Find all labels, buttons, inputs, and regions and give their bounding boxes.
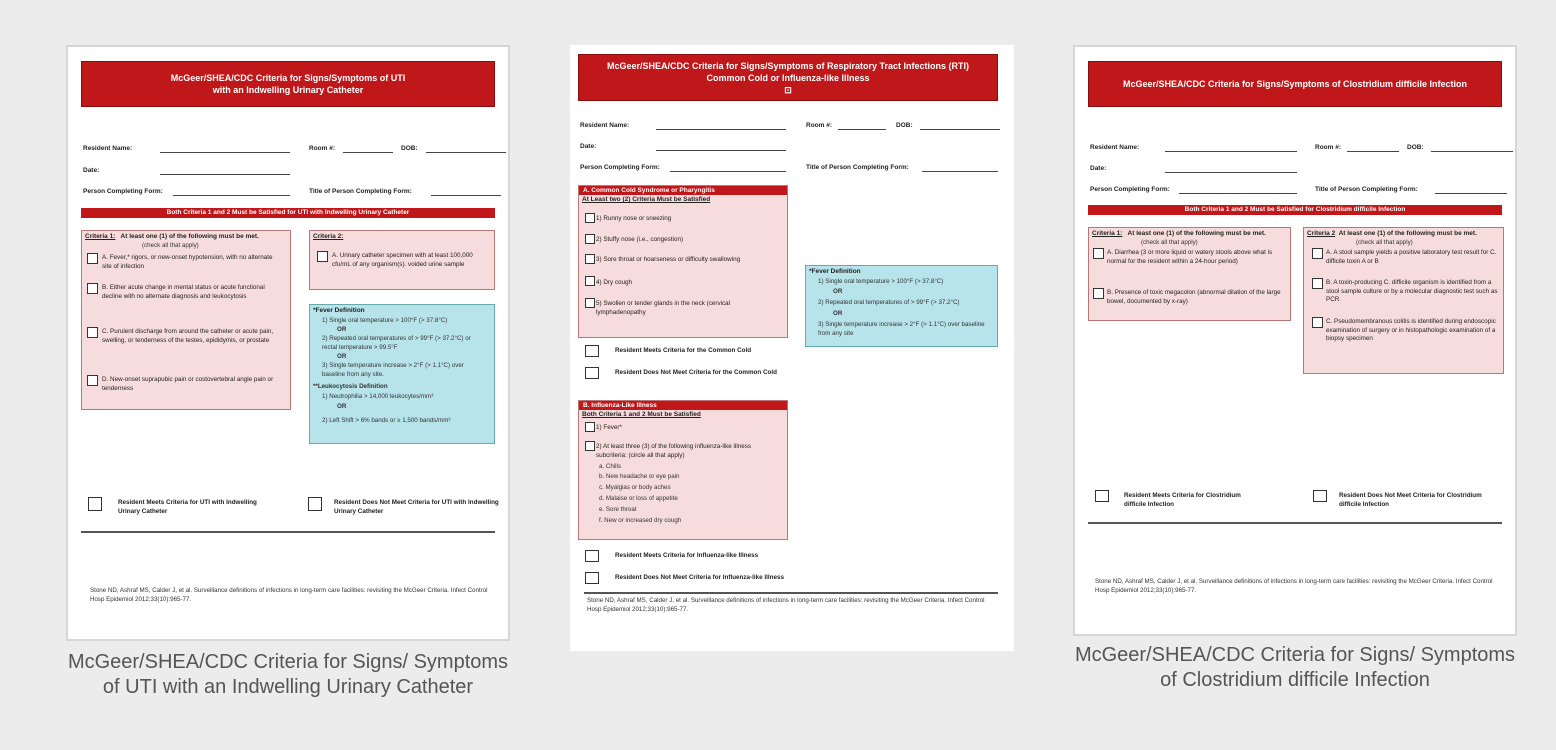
- criteria-2-label: Criteria 2: [1307, 230, 1336, 237]
- person-completing-field[interactable]: [670, 171, 786, 172]
- person-completing-label: Person Completing Form:: [83, 188, 163, 195]
- subcriteria-item: c. Myalgias or body aches: [599, 484, 671, 491]
- fever-definition-title: *Fever Definition: [313, 307, 365, 314]
- form-title-line: Common Cold or Influenza-like Illness: [706, 72, 870, 83]
- checkbox-swollen-glands[interactable]: [585, 298, 595, 308]
- criteria-1-label: Criteria 1:: [1092, 230, 1123, 237]
- subcriteria-item: d. Malaise or loss of appetite: [599, 495, 678, 502]
- date-field[interactable]: [656, 150, 786, 151]
- not-meets-criteria-label: Resident Does Not Meet Criteria for Clostridium difficile Infection: [1339, 492, 1482, 508]
- title-person-field[interactable]: [922, 171, 998, 172]
- criteria-2-label: Criteria 2:: [313, 233, 344, 240]
- room-field[interactable]: [1347, 151, 1399, 152]
- criteria-item: C. Purulent discharge from around the catheter or acute pain, swelling, or tenderness of the testes, epididymis, or prostate: [102, 328, 274, 344]
- cold-meets-label: Resident Meets Criteria for the Common Cold: [615, 347, 752, 354]
- criteria-item: 4) Dry cough: [596, 279, 633, 286]
- fever-definition-title: *Fever Definition: [809, 268, 861, 275]
- criteria-item: A. Diarrhea (3 or more liquid or watery stools above what is normal for the resident within a 24-hour period): [1107, 249, 1273, 265]
- common-cold-sub: At Least two (2) Criteria Must be Satisfied: [582, 196, 711, 203]
- subcriteria-item: a. Chills: [599, 463, 622, 470]
- criteria-banner: Both Criteria 1 and 2 Must be Satisfied for Clostridium difficile Infection: [1088, 205, 1502, 215]
- person-completing-field[interactable]: [1179, 193, 1297, 194]
- resident-name-label: Resident Name:: [580, 122, 630, 129]
- common-cold-box: [578, 185, 788, 338]
- criteria-item: B. Either acute change in mental status or acute functional decline with no alternate diagnosis and leukocytosis: [102, 284, 265, 300]
- form-title-line: with an Indwelling Urinary Catheter: [212, 85, 364, 95]
- form-title-line: ⊡: [784, 84, 792, 95]
- checkbox-a[interactable]: [1093, 248, 1104, 259]
- citation: Stone ND, Ashraf MS, Calder J, et al. Surveillance definitions of infections in long-term care facilities: revisiting the McGeer Criteria. Infect Control Hosp Epidemiol 2012;33(10):965-77.: [90, 587, 488, 603]
- leuko-item: 2) Left Shift > 6% bands or ≥ 1,500 bands/mm³: [322, 417, 451, 424]
- fever-item: 2) Repeated oral temperatures of > 99°F (> 37.2°C): [818, 299, 960, 306]
- fever-item: 3) Single temperature increase > 2°F (> 1.1°C) over baseline from any site: [818, 321, 985, 337]
- resident-name-label: Resident Name:: [83, 145, 133, 152]
- criteria-item: C. Pseudomembranous colitis is identified during endoscopic examination of surgery or in histopathologic examination of a biopsy specimen: [1326, 318, 1496, 342]
- criteria-1-sub: (check all that apply): [1141, 239, 1198, 246]
- resident-name-field[interactable]: [656, 129, 786, 130]
- dob-field[interactable]: [920, 129, 1000, 130]
- divider: [81, 531, 495, 533]
- checkbox-subcriteria[interactable]: [585, 441, 595, 451]
- checkbox-2a[interactable]: [1312, 248, 1323, 259]
- cold-not-meets-label: Resident Does Not Meet Criteria for the Common Cold: [615, 369, 777, 376]
- not-meets-criteria-label: Resident Does Not Meet Criteria for UTI with Indwelling Urinary Catheter: [334, 499, 499, 515]
- flu-meets-checkbox[interactable]: [585, 550, 599, 562]
- criteria-1-sub: (check all that apply): [142, 242, 199, 249]
- rti-form-thumbnail[interactable]: [570, 45, 1014, 651]
- uti-caption: McGeer/SHEA/CDC Criteria for Signs/ Symptoms of UTI with an Indwelling Urinary Catheter: [67, 651, 509, 698]
- form-title-line: McGeer/SHEA/CDC Criteria for Signs/Symptoms of UTI: [170, 73, 406, 83]
- checkbox-dry-cough[interactable]: [585, 276, 595, 286]
- meets-criteria-label: Resident Meets Criteria for UTI with Indwelling Urinary Catheter: [118, 499, 257, 515]
- resident-name-field[interactable]: [1165, 151, 1297, 152]
- criteria-item: D. New-onset suprapubic pain or costovertebral angle pain or tenderness: [102, 376, 274, 392]
- criteria-1-text: At least one (1) of the following must be met.: [120, 233, 259, 240]
- flu-not-meets-label: Resident Does Not Meet Criteria for Influenza-like Illness: [615, 574, 785, 581]
- dob-field[interactable]: [426, 152, 506, 153]
- criteria-item: A. Fever,* rigors, or new-onset hypotension, with no alternate site of infection: [102, 254, 273, 270]
- date-field[interactable]: [1165, 172, 1297, 173]
- cdiff-caption: McGeer/SHEA/CDC Criteria for Signs/ Symptoms of Clostridium difficile Infection: [1074, 644, 1516, 691]
- citation: Stone ND, Ashraf MS, Calder J, et al. Surveillance definitions of infections in long-term care facilities: revisiting the McGeer Criteria. Infect Control Hosp Epidemiol 2012;33(10):965-77.: [1095, 578, 1493, 594]
- criteria-item: 2) At least three (3) of the following influenza-like illness subcriteria: (circle all that apply): [596, 443, 752, 459]
- fever-item: 1) Single oral temperature > 100°F (> 37.8°C): [818, 278, 944, 285]
- criteria-item: A. A stool sample yields a positive laboratory test result for C. difficile toxin A or B: [1326, 249, 1497, 265]
- form-title-bar: [1088, 61, 1502, 107]
- fever-or: OR: [833, 310, 843, 317]
- date-label: Date:: [1090, 165, 1107, 172]
- fever-or: OR: [337, 353, 347, 360]
- criteria-item: 3) Sore throat or hoarseness or difficulty swallowing: [596, 256, 741, 263]
- criteria-banner: Both Criteria 1 and 2 Must be Satisfied for UTI with Indwelling Urinary Catheter: [81, 208, 495, 218]
- criteria-item: B. A toxin-producing C. difficile organism is identified from a stool sample culture or by a molecular diagnostic test such as PCR: [1326, 279, 1498, 303]
- criteria-1-text: At least one (1) of the following must be met.: [1127, 230, 1266, 237]
- uti-form-document: [68, 47, 508, 639]
- checkbox-b[interactable]: [87, 283, 98, 294]
- checkbox-fever[interactable]: [585, 422, 595, 432]
- date-label: Date:: [580, 143, 597, 150]
- resident-name-label: Resident Name:: [1090, 144, 1140, 151]
- checkbox-d[interactable]: [87, 375, 98, 386]
- subcriteria-item: f. New or increased dry cough: [599, 517, 682, 524]
- form-title-bar: [578, 54, 998, 101]
- person-completing-label: Person Completing Form:: [580, 164, 660, 171]
- checkbox-b[interactable]: [1093, 288, 1104, 299]
- common-cold-title: A. Common Cold Syndrome or Pharyngitis: [579, 186, 787, 195]
- checkbox-a[interactable]: [87, 253, 98, 264]
- fever-or: OR: [337, 326, 347, 333]
- checkbox-runny-nose[interactable]: [585, 213, 595, 223]
- criteria-item: 1) Runny nose or sneezing: [596, 215, 672, 222]
- fever-item: 3) Single temperature increase > 2°F (> 1.1°C) over baseline from any site.: [322, 362, 464, 378]
- room-field[interactable]: [343, 152, 393, 153]
- fever-or: OR: [833, 288, 843, 295]
- person-completing-label: Person Completing Form:: [1090, 186, 1170, 193]
- divider: [584, 592, 998, 594]
- checkbox-2c[interactable]: [1312, 317, 1323, 328]
- dob-field[interactable]: [1431, 151, 1513, 152]
- room-field[interactable]: [838, 129, 886, 130]
- subcriteria-item: e. Sore throat: [599, 506, 637, 513]
- dob-label: DOB:: [401, 145, 418, 152]
- resident-name-field[interactable]: [160, 152, 290, 153]
- citation: Stone ND, Ashraf MS, Calder J, et al. Surveillance definitions of infections in long-term care facilities: revisiting the McGeer Criteria. Infect Control Hosp Epidemiol 2012;33(10):965-77.: [587, 597, 985, 613]
- fever-item: 1) Single oral temperature > 100°F (> 37.8°C): [322, 317, 448, 324]
- title-person-label: Title of Person Completing Form:: [309, 188, 412, 195]
- room-label: Room #:: [806, 122, 832, 129]
- cdiff-form-document: [1075, 47, 1515, 634]
- subcriteria-item: b. New headache or eye pain: [599, 473, 680, 480]
- leuko-item: 1) Neutrophilia > 14,000 leukocytes/mm³: [322, 393, 434, 400]
- rti-form-document: [570, 45, 1014, 651]
- criteria-1-box: [1088, 227, 1291, 321]
- title-person-field[interactable]: [431, 195, 501, 196]
- criteria-2-text: At least one (1) of the following must be met.: [1338, 230, 1477, 237]
- criteria-2-box: [1303, 227, 1504, 374]
- fever-item: 2) Repeated oral temperatures of > 99°F (> 37.2°C) or rectal temperature > 99.5°F: [322, 335, 471, 351]
- cdiff-form-thumbnail[interactable]: [1073, 45, 1517, 636]
- not-meets-criteria-checkbox[interactable]: [308, 497, 322, 511]
- meets-criteria-checkbox[interactable]: [1095, 490, 1109, 502]
- flu-meets-label: Resident Meets Criteria for Influenza-like Illness: [615, 552, 759, 559]
- date-field[interactable]: [160, 174, 290, 175]
- form-title-bar: [81, 61, 495, 107]
- criteria-2-sub: (check all that apply): [1356, 239, 1413, 246]
- not-meets-criteria-checkbox[interactable]: [1313, 490, 1327, 502]
- meets-criteria-label: Resident Meets Criteria for Clostridium difficile Infection: [1124, 492, 1241, 508]
- room-label: Room #:: [1315, 144, 1341, 151]
- form-title-line: McGeer/SHEA/CDC Criteria for Signs/Symptoms of Respiratory Tract Infections (RTI): [606, 60, 970, 71]
- fever-definition-box: [805, 265, 998, 347]
- dob-label: DOB:: [896, 122, 913, 129]
- title-person-label: Title of Person Completing Form:: [1315, 186, 1418, 193]
- divider: [1088, 522, 1502, 524]
- cold-meets-checkbox[interactable]: [585, 345, 599, 357]
- checkbox-c[interactable]: [87, 327, 98, 338]
- checkbox-stuffy-nose[interactable]: [585, 234, 595, 244]
- cold-not-meets-checkbox[interactable]: [585, 367, 599, 379]
- title-person-field[interactable]: [1435, 193, 1507, 194]
- date-label: Date:: [83, 167, 100, 174]
- criteria-item: 2) Stuffy nose (i.e., congestion): [596, 236, 684, 243]
- room-label: Room #:: [309, 145, 335, 152]
- uti-form-thumbnail[interactable]: [66, 45, 510, 641]
- person-completing-field[interactable]: [173, 195, 290, 196]
- influenza-sub: Both Criteria 1 and 2 Must be Satisfied: [582, 411, 701, 418]
- form-title-line: McGeer/SHEA/CDC Criteria for Signs/Symptoms of Clostridium difficile Infection: [1122, 79, 1468, 89]
- criteria-2-box: [309, 230, 495, 290]
- title-person-label: Title of Person Completing Form:: [806, 164, 909, 171]
- criteria-item: 5) Swollen or tender glands in the neck (cervical lymphadenopathy: [596, 300, 731, 316]
- criteria-1-box: [81, 230, 291, 410]
- influenza-title: B. Influenza-Like Illness: [579, 401, 787, 410]
- checkbox-2a[interactable]: [317, 251, 328, 262]
- dob-label: DOB:: [1407, 144, 1424, 151]
- criteria-item: B. Presence of toxic megacolon (abnormal dilation of the large bowel, documented by x-ray): [1107, 289, 1281, 305]
- checkbox-2b[interactable]: [1312, 278, 1323, 289]
- flu-not-meets-checkbox[interactable]: [585, 572, 599, 584]
- criteria-1-label: Criteria 1:: [85, 233, 116, 240]
- criteria-item: A. Urinary catheter specimen with at least 100,000 cfu/mL of any organism(s). voided urine sample: [332, 252, 473, 268]
- fever-definition-box: [309, 304, 495, 444]
- leukocytosis-title: **Leukocytosis Definition: [313, 383, 388, 390]
- criteria-item: 1) Fever*: [596, 424, 622, 431]
- influenza-box: [578, 400, 788, 540]
- meets-criteria-checkbox[interactable]: [88, 497, 102, 511]
- leuko-or: OR: [337, 403, 347, 410]
- checkbox-sore-throat[interactable]: [585, 254, 595, 264]
